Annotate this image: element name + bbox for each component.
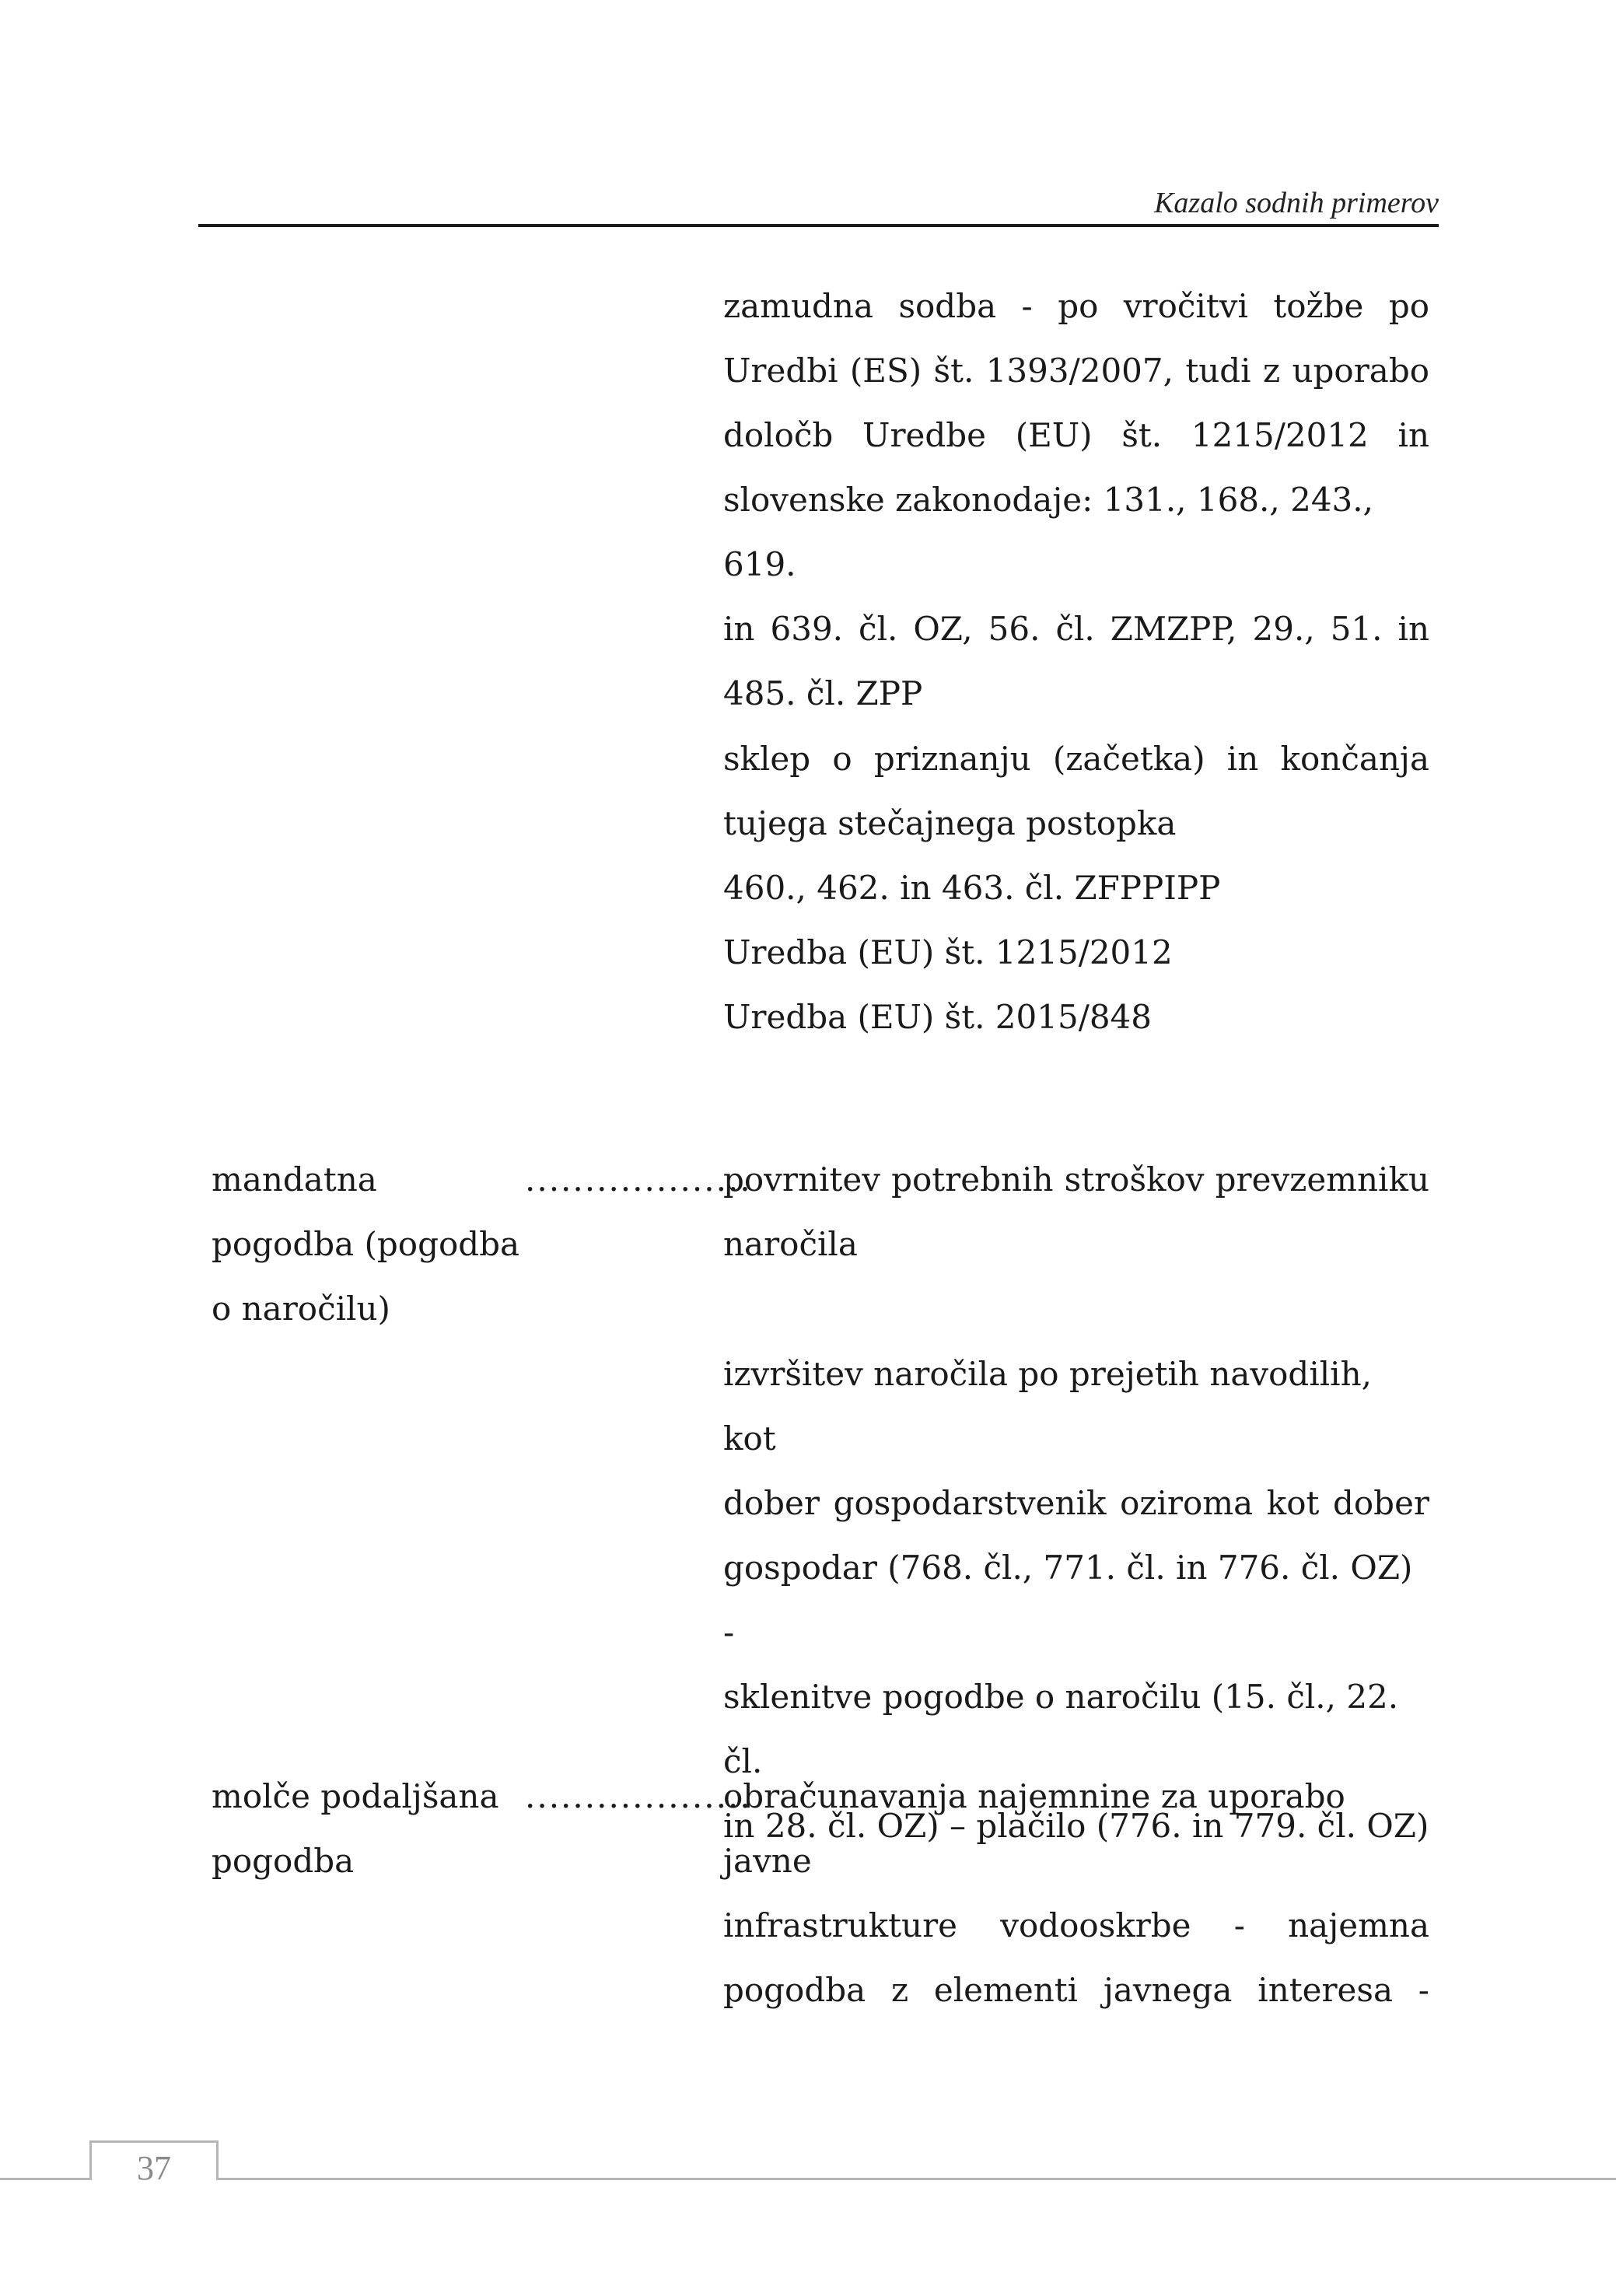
term-line: mandatna	[212, 1160, 377, 1199]
entry-line: zamudna sodba - po vročitvi tožbe po	[723, 287, 1429, 325]
entry-2-block-0	[723, 1764, 1429, 2022]
entry-line: sklenitve pogodbe o naročilu (15. čl., 22. čl.	[723, 1678, 1399, 1780]
footer-rule-right	[216, 2178, 1616, 2180]
entry-0-block-1	[723, 726, 1429, 1049]
header-rule	[198, 224, 1439, 227]
entry-1-leader-dots: ...................	[525, 1160, 752, 1199]
entry-2-term	[212, 1764, 523, 1893]
entry-line: naročila	[723, 1225, 858, 1263]
entry-line: povrnitev potrebnih stroškov prevzemniku	[723, 1160, 1429, 1199]
entry-2-leader-dots: ...................	[525, 1777, 752, 1815]
entry-line: tujega stečajnega postopka	[723, 804, 1177, 842]
term-line: o naročilu)	[212, 1290, 390, 1328]
term-line: molče podaljšana	[212, 1777, 499, 1815]
entry-1-term	[212, 1147, 523, 1341]
entry-line: slovenske zakonodaje: 131., 168., 243., 619.	[723, 481, 1373, 583]
entry-line: določb Uredbe (EU) št. 1215/2012 in	[723, 416, 1429, 454]
entry-line: obračunavanja najemnine za uporabo javne	[723, 1777, 1345, 1880]
entry-line: pogodba z elementi javnega interesa -	[723, 1971, 1429, 2009]
entry-1-block-0	[723, 1147, 1429, 1276]
entry-line: in 639. čl. OZ, 56. čl. ZMZPP, 29., 51. in	[723, 610, 1429, 648]
entry-line: dober gospodarstvenik oziroma kot dober	[723, 1484, 1429, 1522]
running-header: Kazalo sodnih primerov	[1154, 187, 1439, 219]
page-number: 37	[137, 2149, 171, 2187]
entry-line: Uredbi (ES) št. 1393/2007, tudi z uporabo	[723, 352, 1429, 390]
entry-line: in 28. čl. OZ) – plačilo (776. in 779. čl. OZ)	[723, 1807, 1429, 1845]
entry-line: Uredba (EU) št. 2015/848	[723, 998, 1153, 1036]
term-line: pogodba (pogodba	[212, 1225, 520, 1263]
entry-line: izvršitev naročila po prejetih navodilih, kot	[723, 1355, 1373, 1458]
term-line: pogodba	[212, 1842, 355, 1880]
entry-line: 460., 462. in 463. čl. ZFPPIPP	[723, 869, 1221, 907]
entry-line: infrastrukture vodooskrbe - najemna	[723, 1906, 1429, 1944]
entry-line: gospodar (768. čl., 771. čl. in 776. čl. OZ) -	[723, 1549, 1413, 1651]
entry-line: sklep o priznanju (začetka) in končanja	[723, 740, 1429, 778]
entry-line: Uredba (EU) št. 1215/2012	[723, 933, 1173, 971]
entry-line: 485. čl. ZPP	[723, 674, 923, 712]
footer-rule-left	[0, 2178, 89, 2180]
entry-0-block-0	[723, 274, 1429, 726]
